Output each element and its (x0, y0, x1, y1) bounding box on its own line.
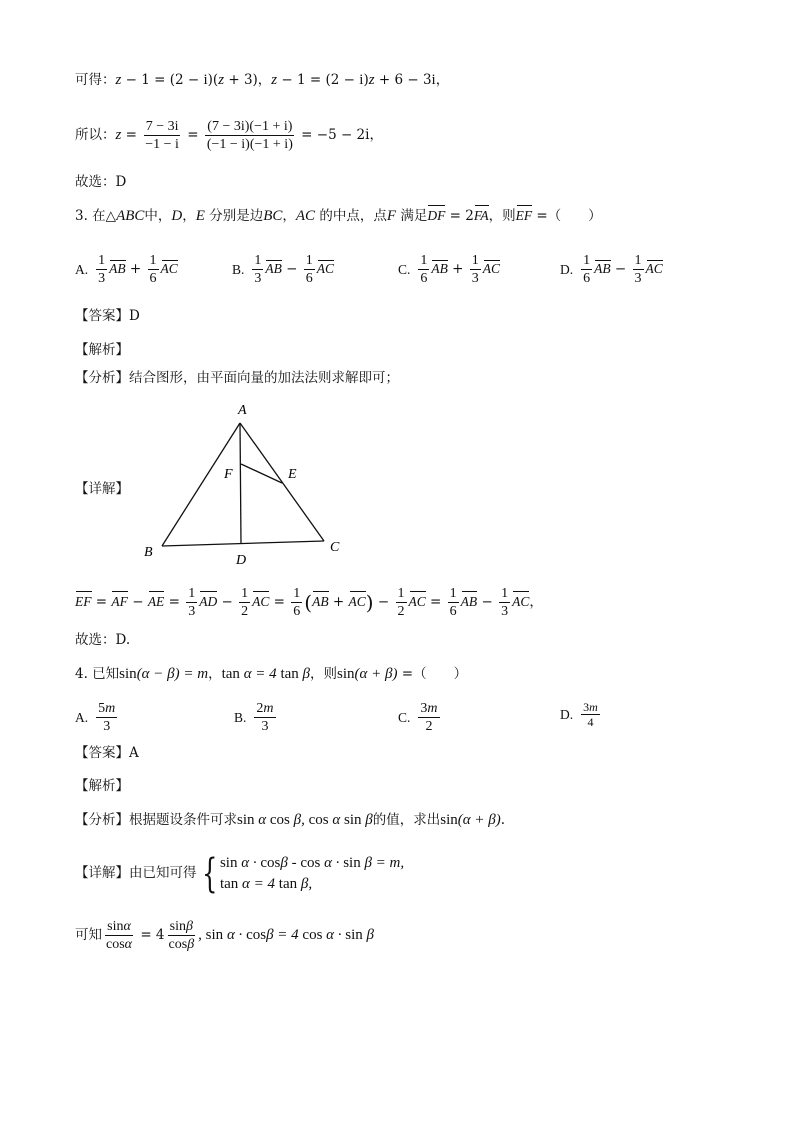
triangle-figure (140, 398, 360, 573)
label-a: A (238, 403, 247, 418)
label-f: F (224, 467, 233, 482)
q2-answer: 故选：D (75, 174, 127, 190)
q3-fenxi: 【分析】结合图形，由平面向量的加法法则求解即可； (75, 370, 399, 386)
label-d: D (236, 553, 247, 568)
q3-option-b[interactable]: B. $\frac{1}{3}$ AB − $\frac{1}{6}$ AC (232, 253, 335, 286)
q3-option-a[interactable]: A. $\frac{1}{3}$ AB + $\frac{1}{6}$ AC (75, 253, 178, 286)
q3-option-c[interactable]: C. $\frac{1}{6}$ AB + $\frac{1}{3}$ AC (398, 253, 501, 286)
label-c: C (330, 540, 340, 555)
q4-xiangjie: 【详解】由已知可得 { sin α · cosβ - cos α · sin β = m, tan α = 4 tan β, (75, 850, 405, 897)
q4-option-a[interactable]: A. $\frac{5m}{3}$ (75, 701, 116, 734)
q3-xiangjie: 【详解】 (75, 481, 129, 497)
q2-line-2: 所以：z = $\frac{7 - 3i}{-1 - i}$ = $\frac{(7 - 3i)(-1 + i)}{(-1 - i)(-1 + i)}$ = −5 − 2i， (75, 119, 383, 152)
q3-stem: 3. 在△ABC中，D，E 分别是边BC，AC 的中点，点F 满足DF = 2FA，则EF =（ ） (75, 208, 602, 224)
q3-option-d[interactable]: D. $\frac{1}{6}$ AB − $\frac{1}{3}$ AC (560, 253, 663, 286)
edge-bc (162, 541, 324, 546)
q4-answer: 【答案】A (75, 745, 139, 761)
q3-jiexi: 【解析】 (75, 342, 129, 358)
q4-stem: 4. 已知sin(α − β) = m，tan α = 4 tan β，则sin(α + β) =（ ） (75, 666, 468, 682)
q3-answer: 【答案】D (75, 308, 140, 324)
q4-keji: 可知 $\frac{\sin\alpha}{\cos\alpha}$ = 4 $\frac{\sin\beta}{\cos\beta}$ , sin α · cosβ = 4 cos α · sin β (75, 919, 375, 952)
q4-option-d[interactable]: D. $\frac{3m}{4}$ (560, 700, 598, 729)
q2-line-1: 可得：z − 1 = (2 − i)(z + 3)，z − 1 = (2 − i)z + 6 − 3i， (75, 72, 450, 88)
median-ad (240, 423, 241, 544)
q4-option-b[interactable]: B. $\frac{2m}{3}$ (234, 701, 274, 734)
q4-jiexi: 【解析】 (75, 778, 129, 794)
q3-derivation: EF = AF − AE = $\frac{1}{3}$ AD − $\frac{1}{2}$ AC = $\frac{1}{6}$ (AB + AC) − $\frac{1}{2}$ AC = $\frac{1}{6}$ AB − $\frac{1}{3}$ AC， (75, 586, 543, 619)
q4-option-c[interactable]: C. $\frac{3m}{2}$ (398, 701, 438, 734)
label-e: E (288, 467, 297, 482)
edge-ab (162, 423, 240, 546)
edge-ac (240, 423, 324, 541)
q4-fenxi: 【分析】根据题设条件可求sin α cos β, cos α sin β的值，求出sin(α + β). (75, 812, 506, 828)
label-b: B (144, 545, 153, 560)
q3-conclude: 故选：D. (75, 632, 131, 648)
